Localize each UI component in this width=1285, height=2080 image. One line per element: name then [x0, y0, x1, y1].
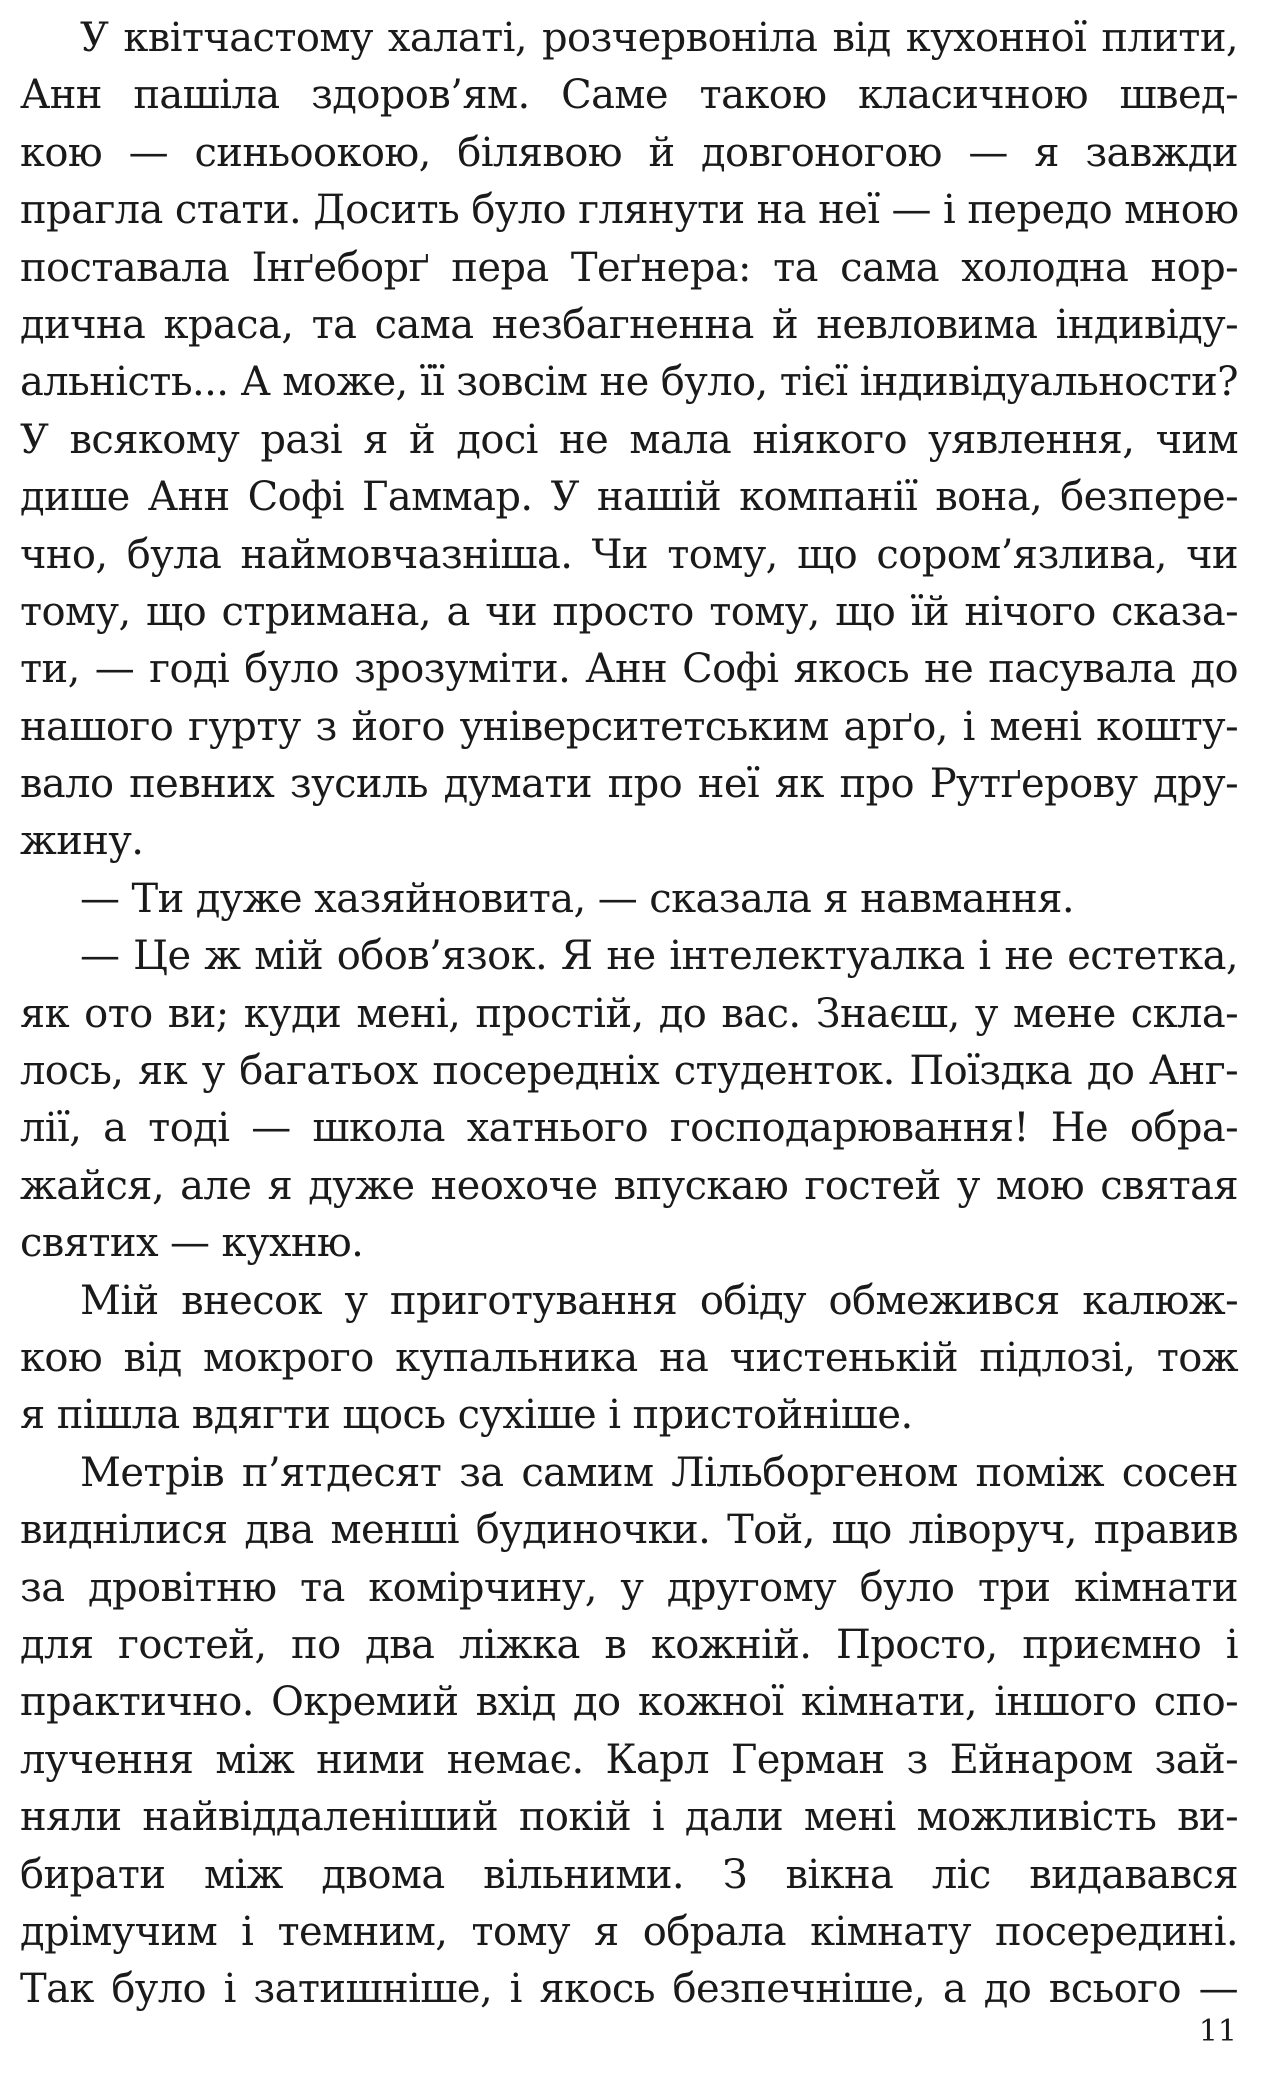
text-line: прагла стати. Досить було глянути на неї — і передо мною: [20, 187, 1239, 234]
text-line: за дровітню та комірчину, у другому було три кімнати: [20, 1564, 1238, 1611]
text-line: У всякому разі я й досі не мала ніякого уявлення, чим: [20, 416, 1238, 463]
text-line: ти, — годі було зрозуміти. Анн Софі якось не пасувала до: [20, 646, 1238, 693]
text-line: Анн пашіла здоров’ям. Саме такою класичною швед-: [20, 72, 1238, 119]
text-line: тому, що стримана, а чи просто тому, що їй нічого сказа-: [20, 588, 1238, 635]
text-line: У квітчастому халаті, розчервоніла від кухонної плити,: [80, 15, 1238, 61]
text-line: лучення між ними немає. Карл Герман з Ейнаром зай-: [20, 1736, 1238, 1783]
text-line: дична краса, та сама незбагненна й невловима індивіду-: [20, 301, 1238, 348]
page-text-body: [20, 10, 1238, 2019]
text-line: Так було і затишніше, і якось безпечніше, а до всього —: [20, 1966, 1238, 2013]
text-line: — Ти дуже хазяйновита, — сказала я навмання.: [80, 875, 1074, 922]
text-line: Мій внесок у приготування обіду обмежився калюж-: [80, 1277, 1238, 1324]
text-line: кою від мокрого купальника на чистенькій підлозі, тож: [20, 1334, 1238, 1381]
text-line: практично. Окремий вхід до кожної кімнати, іншого спо-: [20, 1679, 1238, 1726]
text-line: жину.: [20, 818, 144, 865]
text-line: я пішла вдягти щось сухіше і пристойніше.: [20, 1392, 913, 1439]
page-number: 11: [1198, 2014, 1237, 2049]
text-line: лось, як у багатьох посередніх студенток. Поїздка до Анг-: [20, 1048, 1238, 1095]
text-line: дише Анн Софі Гаммар. У нашій компанії вона, безпере-: [20, 474, 1238, 521]
text-line: Метрів п’ятдесят за самим Лільборгеном поміж сосен: [80, 1449, 1238, 1496]
text-line: як ото ви; куди мені, простій, до вас. Знаєш, у мене скла-: [20, 990, 1238, 1037]
text-line: жайся, але я дуже неохоче впускаю гостей у мою святая: [20, 1162, 1238, 1209]
text-line: бирати між двома вільними. З вікна ліс видавався: [20, 1851, 1238, 1898]
text-line: поставала Інґеборґ пера Теґнера: та сама холодна нор-: [20, 244, 1238, 291]
text-line: лії, а тоді — школа хатнього господарювання! Не обра-: [20, 1105, 1238, 1152]
text-line: виднілися два менші будиночки. Той, що ліворуч, правив: [20, 1507, 1238, 1554]
text-line: для гостей, по два ліжка в кожній. Просто, приємно і: [20, 1621, 1238, 1668]
text-line: дрімучим і темним, тому я обрала кімнату посередині.: [20, 1908, 1238, 1955]
text-line: — Це ж мій обов’язок. Я не інтелектуалка і не естетка,: [80, 933, 1238, 980]
text-line: святих — кухню.: [20, 1220, 364, 1267]
text-line: вало певних зусиль думати про неї як про Рутґерову дру-: [20, 761, 1238, 808]
text-line: чно, була наймовчазніша. Чи тому, що сором’язлива, чи: [20, 531, 1238, 578]
text-line: альність... А може, її зовсім не було, тієї індивідуальности?: [20, 359, 1238, 406]
text-line: кою — синьоокою, білявою й довгоногою — я завжди: [20, 129, 1238, 176]
text-line: няли найвіддаленіший покій і дали мені можливість ви-: [20, 1794, 1238, 1841]
text-line: нашого гурту з його університетським арґо, і мені кошту-: [20, 703, 1238, 750]
